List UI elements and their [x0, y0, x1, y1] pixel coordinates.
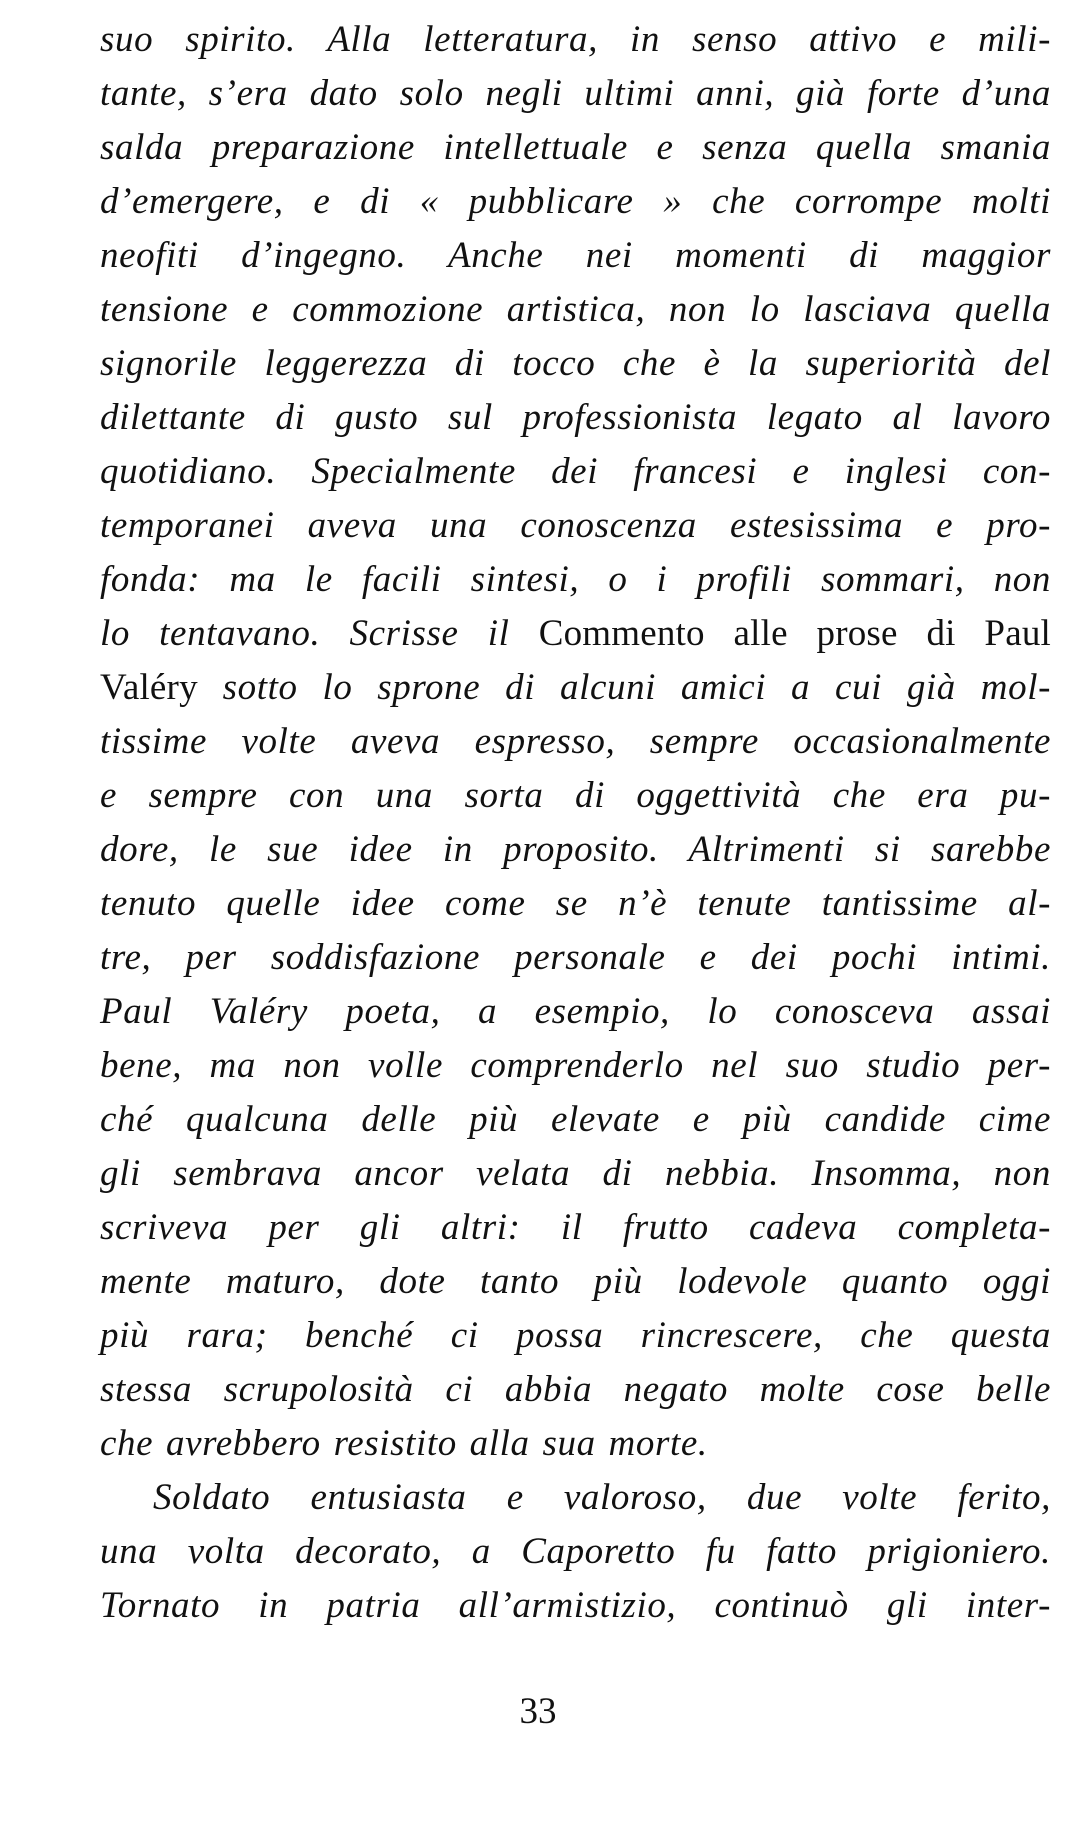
- text-line: [100, 387, 1051, 449]
- text-segment: Paul Valéry poeta, a esempio, lo conosceva assai: [100, 991, 1051, 1032]
- text-segment: d’emergere, e di « pubblicare » che corrompe molti: [100, 181, 1051, 222]
- text-line: [100, 1413, 1051, 1475]
- text-line: [100, 1521, 1051, 1583]
- text-line: [100, 1359, 1051, 1421]
- text-segment: gli sembrava ancor velata di nebbia. Insomma, non: [100, 1153, 1051, 1194]
- text-line: [100, 1575, 1051, 1637]
- text-line: [100, 225, 1051, 287]
- text-segment: stessa scrupolosità ci abbia negato molte cose belle: [100, 1369, 1051, 1410]
- text-line: [100, 657, 1051, 719]
- text-line: [100, 1305, 1051, 1367]
- text-segment: quotidiano. Specialmente dei francesi e inglesi con-: [100, 451, 1051, 492]
- text-segment: dore, le sue idee in proposito. Altrimenti si sarebbe: [100, 829, 1051, 870]
- text-line: [100, 279, 1051, 341]
- text-segment: dilettante di gusto sul professionista legato al lavoro: [100, 397, 1051, 438]
- text-segment: tre, per soddisfazione personale e dei pochi intimi.: [100, 937, 1051, 978]
- text-line: [100, 711, 1051, 773]
- text-line: [100, 765, 1051, 827]
- text-segment: Tornato in patria all’armistizio, continuò gli inter-: [100, 1585, 1051, 1626]
- text-segment: fonda: ma le facili sintesi, o i profili sommari, non: [100, 559, 1051, 600]
- text-segment: e sempre con una sorta di oggettività che era pu-: [100, 775, 1051, 816]
- text-segment: mente maturo, dote tanto più lodevole quanto oggi: [100, 1261, 1051, 1302]
- text-line: [100, 1251, 1051, 1313]
- text-segment: tissime volte aveva espresso, sempre occasionalmente: [100, 721, 1051, 762]
- text-line: [100, 549, 1051, 611]
- text-segment: neofiti d’ingegno. Anche nei momenti di maggior: [100, 235, 1051, 276]
- text-segment: bene, ma non volle comprenderlo nel suo studio per-: [100, 1045, 1051, 1086]
- text-line: [100, 1197, 1051, 1259]
- text-segment: signorile leggerezza di tocco che è la superiorità del: [100, 343, 1051, 384]
- text-line: [100, 927, 1051, 989]
- text-segment: una volta decorato, a Caporetto fu fatto prigioniero.: [100, 1531, 1051, 1572]
- text-segment: tante, s’era dato solo negli ultimi anni, già forte d’una: [100, 73, 1051, 114]
- text-line: [100, 495, 1051, 557]
- text-segment: che avrebbero resistito alla sua morte.: [100, 1423, 708, 1464]
- text-segment: lo tentavano. Scrisse il: [100, 613, 539, 654]
- text-segment: ché qualcuna delle più elevate e più candide cime: [100, 1099, 1051, 1140]
- text-segment: sotto lo sprone di alcuni amici a cui già mol-: [197, 667, 1051, 708]
- text-segment: scriveva per gli altri: il frutto cadeva completa-: [100, 1207, 1051, 1248]
- text-segment: tensione e commozione artistica, non lo lasciava quella: [100, 289, 1051, 330]
- text-line: [100, 981, 1051, 1043]
- text-segment: Soldato entusiasta e valoroso, due volte ferito,: [153, 1477, 1051, 1518]
- text-line: [100, 1143, 1051, 1205]
- text-segment: più rara; benché ci possa rincrescere, che questa: [100, 1315, 1051, 1356]
- text-line: [100, 63, 1051, 125]
- text-segment: salda preparazione intellettuale e senza quella smania: [100, 127, 1051, 168]
- book-title-text: Valéry: [100, 667, 198, 708]
- text-segment: suo spirito. Alla letteratura, in senso attivo e mili-: [100, 19, 1051, 60]
- text-line: [100, 9, 1051, 71]
- page-number: 33: [519, 1691, 557, 1732]
- text-line: [100, 441, 1051, 503]
- text-line: [100, 333, 1051, 395]
- text-segment: temporanei aveva una conoscenza estesissima e pro-: [100, 505, 1051, 546]
- text-segment: tenuto quelle idee come se n’è tenute tantissime al-: [100, 883, 1051, 924]
- text-line: [100, 819, 1051, 881]
- text-line: [100, 873, 1051, 935]
- text-line: [153, 1467, 1051, 1529]
- text-line: [100, 1089, 1051, 1151]
- text-line: [100, 171, 1051, 233]
- text-line: [100, 117, 1051, 179]
- text-line: [100, 1035, 1051, 1097]
- book-title-text: Commento alle prose di Paul: [538, 613, 1051, 654]
- text-line: [100, 603, 1051, 665]
